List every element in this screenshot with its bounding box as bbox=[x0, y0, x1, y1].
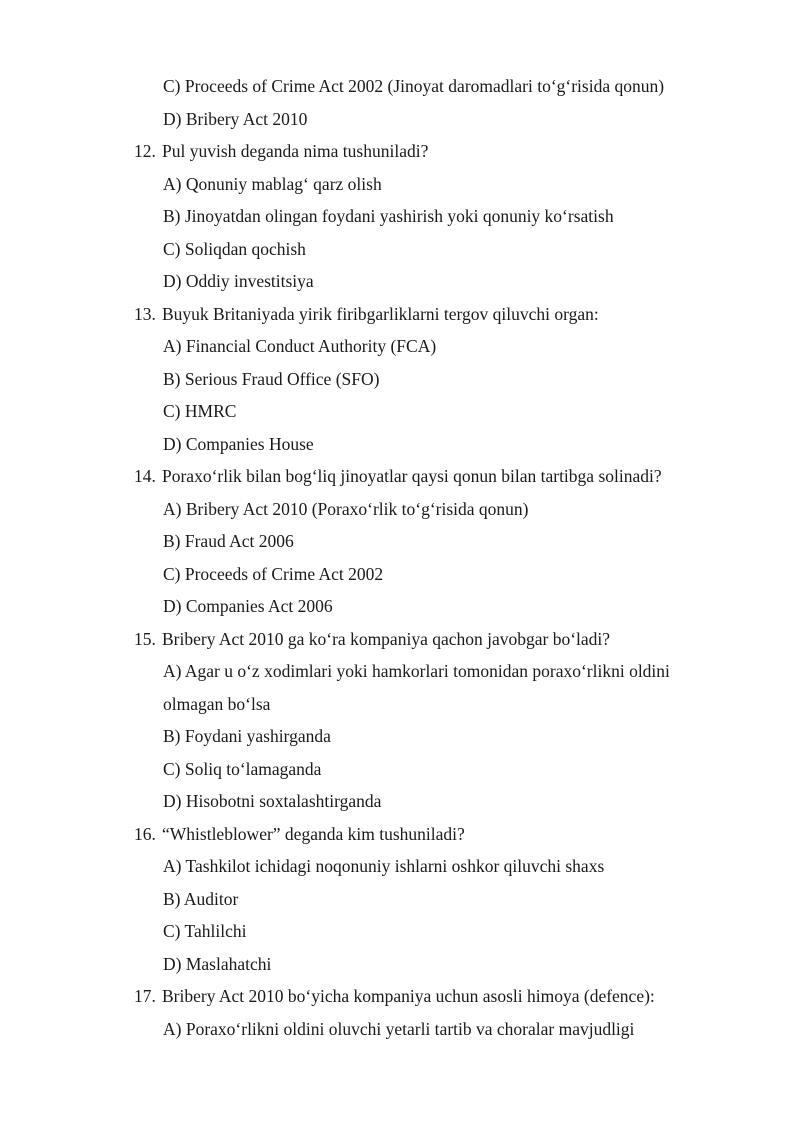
question-text: Bribery Act 2010 ga ko‘ra kompaniya qachon javobgar bo‘ladi? bbox=[162, 628, 611, 649]
option-line: B) Jinoyatdan olingan foydani yashirish yoki qonuniy ko‘rsatish bbox=[163, 206, 614, 226]
question-line bbox=[0, 980, 800, 1013]
question-line bbox=[0, 460, 800, 493]
question-text: Poraxo‘rlik bilan bog‘liq jinoyatlar qaysi qonun bilan tartibga solinadi? bbox=[162, 466, 662, 486]
option-line: D) Companies Act 2006 bbox=[163, 596, 333, 616]
option-line: D) Bribery Act 2010 bbox=[163, 108, 308, 129]
question-number: 12. bbox=[134, 141, 156, 161]
option-line: B) Auditor bbox=[163, 888, 239, 909]
option-line: D) Maslahatchi bbox=[163, 953, 272, 974]
question-line bbox=[0, 135, 800, 168]
question-text: “Whistleblower” deganda kim tushuniladi? bbox=[162, 823, 465, 844]
option-line: B) Foydani yashirganda bbox=[163, 726, 331, 746]
question-text: Bribery Act 2010 bo‘yicha kompaniya uchun asosli himoya (defence): bbox=[162, 986, 655, 1006]
document-page bbox=[0, 70, 800, 1045]
option-line: D) Hisobotni soxtalashtirganda bbox=[163, 791, 382, 811]
question-number: 16. bbox=[134, 823, 156, 844]
option-line: C) Soliqdan qochish bbox=[163, 238, 306, 259]
option-line: C) HMRC bbox=[163, 401, 237, 421]
question-number: 17. bbox=[134, 986, 156, 1006]
option-line: C) Tahlilchi bbox=[163, 921, 247, 941]
option-line: C) Proceeds of Crime Act 2002 (Jinoyat daromadlari to‘g‘risida qonun) bbox=[163, 76, 665, 96]
question-text: Buyuk Britaniyada yirik firibgarliklarni tergov qiluvchi organ: bbox=[162, 303, 599, 324]
option-line: A) Agar u o‘z xodimlari yoki hamkorlari tomonidan poraxo‘rlikni oldini bbox=[163, 661, 670, 681]
option-line: A) Qonuniy mablag‘ qarz olish bbox=[163, 173, 382, 194]
question-line bbox=[0, 818, 800, 851]
option-line: C) Soliq to‘lamaganda bbox=[163, 758, 322, 779]
question-number: 13. bbox=[134, 303, 156, 324]
question-line bbox=[0, 623, 800, 656]
question-text: Pul yuvish deganda nima tushuniladi? bbox=[162, 141, 429, 161]
option-line: B) Serious Fraud Office (SFO) bbox=[163, 368, 380, 389]
option-line: D) Companies House bbox=[163, 433, 314, 454]
option-line: C) Proceeds of Crime Act 2002 bbox=[163, 563, 384, 584]
option-line-continuation: olmagan bo‘lsa bbox=[163, 693, 271, 714]
option-line: A) Poraxo‘rlikni oldini oluvchi yetarli tartib va choralar mavjudligi bbox=[163, 1018, 635, 1039]
question-number: 15. bbox=[134, 628, 156, 649]
option-line: D) Oddiy investitsiya bbox=[163, 271, 314, 291]
question-line bbox=[0, 298, 800, 331]
option-line: B) Fraud Act 2006 bbox=[163, 531, 294, 551]
option-line: A) Financial Conduct Authority (FCA) bbox=[163, 336, 437, 356]
question-number: 14. bbox=[134, 466, 156, 486]
option-line: A) Bribery Act 2010 (Poraxo‘rlik to‘g‘risida qonun) bbox=[163, 498, 529, 519]
option-line: A) Tashkilot ichidagi noqonuniy ishlarni oshkor qiluvchi shaxs bbox=[163, 856, 605, 876]
